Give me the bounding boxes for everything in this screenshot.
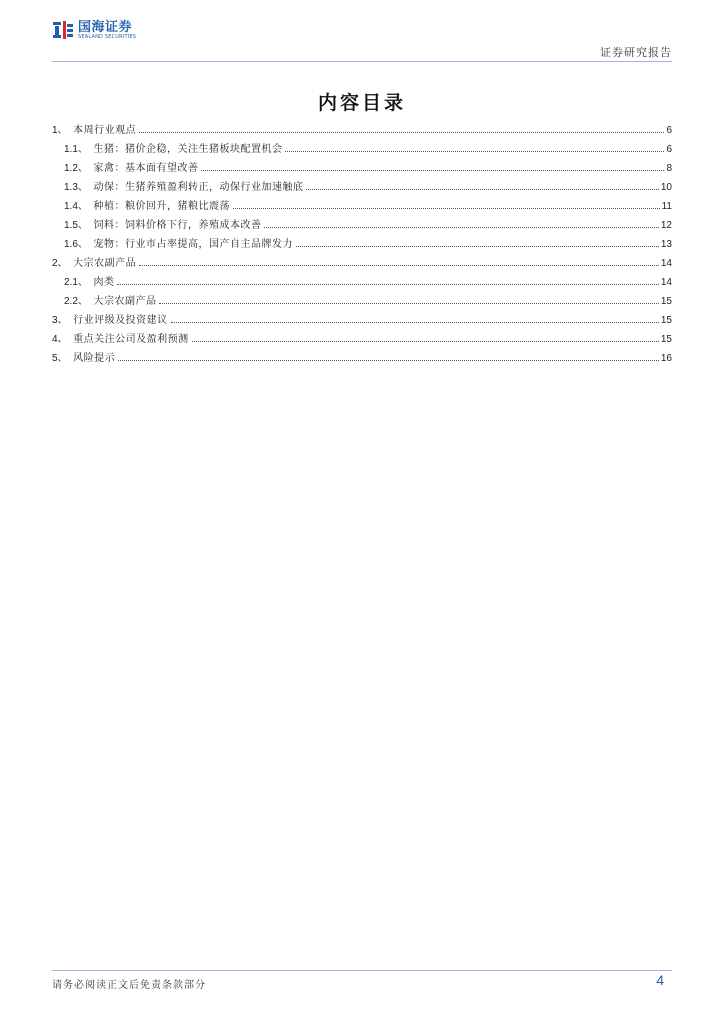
toc-entry-title: 生猪：猪价企稳，关注生猪板块配置机会 (93, 144, 283, 155)
toc-entry-number: 1.5、 (64, 220, 88, 231)
toc-entry-title: 肉类 (93, 277, 115, 288)
toc-entry-page: 16 (660, 353, 672, 364)
toc-entry-title: 动保：生猪养殖盈利转正，动保行业加速触底 (93, 182, 304, 193)
toc-dot-leader (139, 264, 659, 266)
toc-entry[interactable] (52, 121, 672, 140)
toc-entry-title: 行业评级及投资建议 (73, 315, 168, 326)
toc-entry-number: 4、 (52, 334, 68, 345)
toc-entry[interactable] (52, 178, 672, 197)
toc-entry[interactable] (52, 159, 672, 178)
toc-entry-title: 重点关注公司及盈利预测 (73, 334, 189, 345)
toc-entry-page: 10 (660, 182, 672, 193)
toc-dot-leader (306, 188, 658, 190)
toc-entry-number: 2、 (52, 258, 68, 269)
toc-entry-number: 1.3、 (64, 182, 88, 193)
toc-entry-page: 13 (660, 239, 672, 250)
page-header (52, 17, 672, 63)
toc-entry-number: 1.4、 (64, 201, 88, 212)
toc-entry-number: 1、 (52, 125, 68, 136)
logo-mark-icon (52, 19, 74, 41)
toc-dot-leader (285, 150, 664, 152)
toc-entry-number: 1.1、 (64, 144, 88, 155)
footer-divider (52, 970, 672, 971)
toc-entry[interactable] (52, 273, 672, 292)
toc-entry-title: 家禽：基本面有望改善 (93, 163, 199, 174)
disclaimer-text: 请务必阅读正文后免责条款部分 (52, 980, 206, 991)
table-of-contents (52, 121, 672, 368)
toc-entry[interactable] (52, 216, 672, 235)
toc-entry[interactable] (52, 311, 672, 330)
toc-entry-page: 14 (660, 258, 672, 269)
company-logo (52, 19, 136, 41)
toc-entry-number: 2.1、 (64, 277, 88, 288)
toc-entry-page: 14 (660, 277, 672, 288)
toc-entry-title: 本周行业观点 (73, 125, 137, 136)
toc-entry-number: 3、 (52, 315, 68, 326)
toc-entry-title: 宠物：行业市占率提高，国产自主品牌发力 (93, 239, 293, 250)
toc-entry-page: 11 (661, 201, 672, 212)
toc-entry-page: 6 (666, 144, 672, 155)
toc-entry[interactable] (52, 197, 672, 216)
toc-dot-leader (192, 340, 659, 342)
toc-entry-title: 大宗农副产品 (93, 296, 157, 307)
toc-dot-leader (117, 283, 658, 285)
toc-entry-number: 1.6、 (64, 239, 88, 250)
toc-entry[interactable] (52, 235, 672, 254)
toc-entry[interactable] (52, 292, 672, 311)
toc-entry-number: 2.2、 (64, 296, 88, 307)
toc-entry-page: 15 (660, 334, 672, 345)
toc-dot-leader (159, 302, 658, 304)
toc-dot-leader (201, 169, 664, 171)
toc-entry[interactable] (52, 330, 672, 349)
toc-dot-leader (139, 131, 664, 133)
toc-entry-number: 5、 (52, 353, 68, 364)
toc-entry-number: 1.2、 (64, 163, 88, 174)
toc-dot-leader (171, 321, 659, 323)
toc-dot-leader (296, 245, 659, 247)
toc-heading: 内容目录 (317, 92, 406, 114)
toc-entry-title: 种植：粮价回升，猪粮比震荡 (93, 201, 230, 212)
toc-entry-page: 6 (666, 125, 672, 136)
toc-entry-title: 大宗农副产品 (73, 258, 137, 269)
logo-chinese-name: 国海证券 (78, 19, 133, 35)
report-type-label: 证券研究报告 (600, 46, 672, 59)
toc-entry-page: 12 (660, 220, 672, 231)
logo-english-name: SEALAND SECURITIES (78, 33, 137, 40)
page-number: 4 (656, 972, 664, 988)
toc-entry-title: 风险提示 (73, 353, 116, 364)
toc-entry[interactable] (52, 140, 672, 159)
toc-dot-leader (118, 359, 659, 361)
toc-dot-leader (233, 207, 660, 209)
toc-entry[interactable] (52, 254, 672, 273)
toc-entry[interactable] (52, 349, 672, 368)
toc-entry-page: 15 (660, 315, 672, 326)
toc-entry-title: 饲料：饲料价格下行，养殖成本改善 (93, 220, 262, 231)
toc-entry-page: 15 (660, 296, 672, 307)
toc-entry-page: 8 (666, 163, 672, 174)
toc-dot-leader (264, 226, 658, 228)
header-divider (52, 61, 672, 62)
